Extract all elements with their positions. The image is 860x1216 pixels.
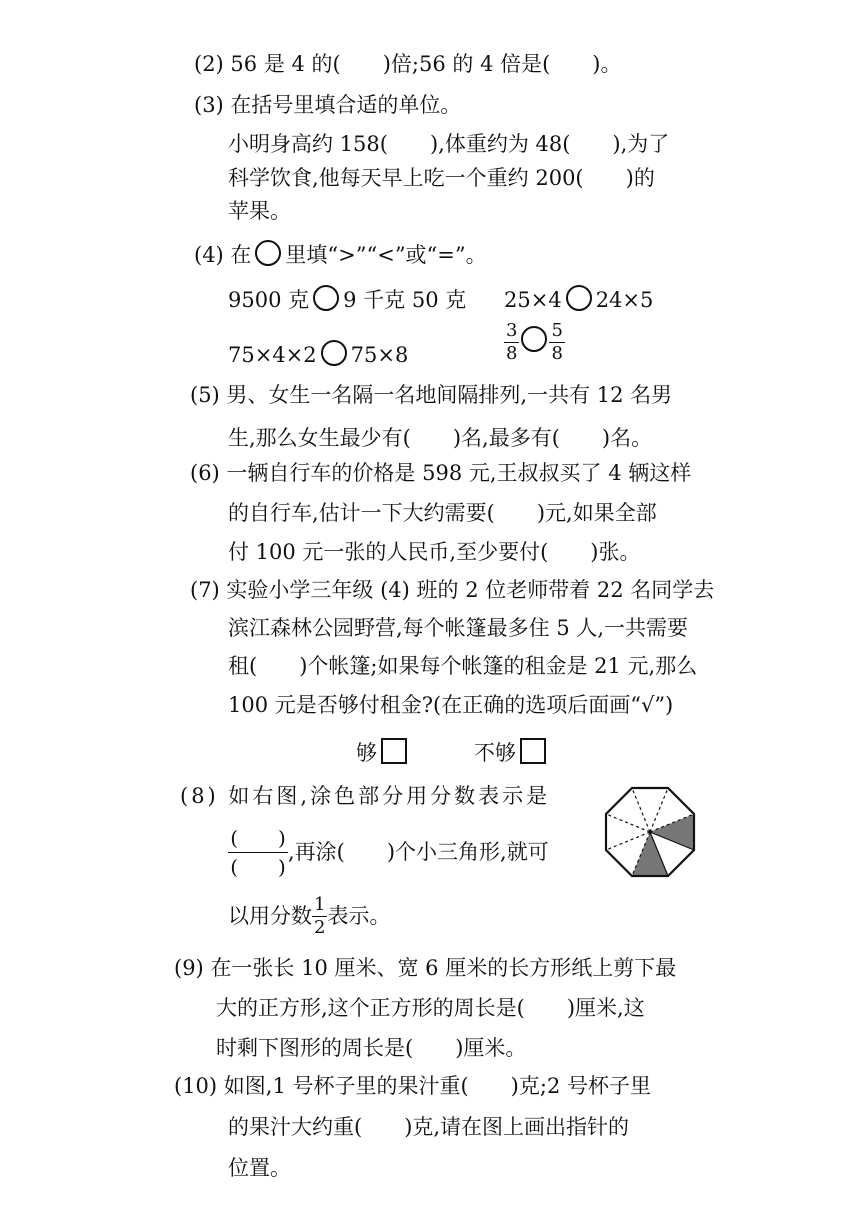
question-5-line-2: 生,那么女生最少有( )名,最多有( )名。 <box>228 426 653 450</box>
question-10-line-2: 的果汁大约重( )克,请在图上画出指针的 <box>228 1115 630 1139</box>
question-4-stem-b: 里填“>”“<”或“=”。 <box>285 243 487 267</box>
question-8-line-3a: 以用分数 <box>228 904 312 928</box>
question-5-line-1: (5) 男、女生一名隔一名地间隔排列,一共有 12 名男 <box>190 383 673 407</box>
fraction-numerator: 5 <box>551 320 563 341</box>
blank-fraction[interactable] <box>228 826 288 879</box>
question-3-line-2: 科学饮食,他每天早上吃一个重约 200( )的 <box>228 166 655 190</box>
question-3-line-1: 小明身高约 158( ),体重约为 48( ),为了 <box>228 132 670 156</box>
compare-circle-icon[interactable] <box>321 340 347 366</box>
compare-1 <box>228 285 466 311</box>
compare-3-right: 75×8 <box>350 343 409 367</box>
option-enough-label: 够 <box>356 741 377 765</box>
fraction <box>549 322 564 363</box>
question-3-line-3: 苹果。 <box>228 199 291 223</box>
question-7-line-2: 滨江森林公园野营,每个帐篷最多住 5 人,一共需要 <box>228 616 689 640</box>
blank-denominator: ( ) <box>230 855 286 879</box>
option-not-enough-label: 不够 <box>474 741 516 765</box>
question-3-stem: (3) 在括号里填合适的单位。 <box>194 93 462 117</box>
question-8-line-3 <box>228 896 390 937</box>
compare-1-right: 9 千克 50 克 <box>343 288 467 312</box>
question-2: (2) 56 是 4 的( )倍;56 的 4 倍是( )。 <box>194 52 622 76</box>
question-8-line-3b: 表示。 <box>327 904 391 928</box>
question-8-line-2 <box>228 826 549 879</box>
compare-2 <box>504 285 653 311</box>
fraction <box>504 322 519 363</box>
shaded-triangle <box>632 832 668 876</box>
compare-3 <box>228 340 408 366</box>
compare-1-left: 9500 克 <box>228 288 310 312</box>
question-4-stem-a: (4) 在 <box>194 243 252 267</box>
fraction-numerator: 1 <box>314 894 326 915</box>
option-enough <box>356 738 407 764</box>
question-8-line-2-text: ,再涂( )个小三角形,就可 <box>288 840 549 864</box>
question-9-line-2: 大的正方形,这个正方形的周长是( )厘米,这 <box>216 996 645 1020</box>
question-10-line-3: 位置。 <box>228 1156 291 1180</box>
question-8-line-1: (8) 如右图,涂色部分用分数表示是 <box>180 784 551 808</box>
compare-3-left: 75×4×2 <box>228 343 317 367</box>
compare-2-right: 24×5 <box>595 288 654 312</box>
question-6-line-3: 付 100 元一张的人民币,至少要付( )张。 <box>228 540 641 564</box>
fraction-numerator: 3 <box>506 320 518 341</box>
compare-circle-icon[interactable] <box>521 326 547 352</box>
checkbox-not-enough[interactable] <box>520 738 546 764</box>
compare-4 <box>504 322 565 363</box>
question-9-line-1: (9) 在一张长 10 厘米、宽 6 厘米的长方形纸上剪下最 <box>174 956 677 980</box>
shaded-triangle <box>650 814 694 850</box>
blank-numerator: ( ) <box>230 826 286 850</box>
circle-icon <box>255 240 281 266</box>
question-4-stem <box>194 240 487 266</box>
question-7-line-3: 租( )个帐篷;如果每个帐篷的租金是 21 元,那么 <box>228 654 698 678</box>
fraction-denominator: 2 <box>314 917 326 938</box>
question-6-line-2: 的自行车,估计一下大约需要( )元,如果全部 <box>228 501 657 525</box>
fraction-half <box>312 896 327 937</box>
question-7-line-1: (7) 实验小学三年级 (4) 班的 2 位老师带着 22 名同学去 <box>190 578 715 602</box>
question-7-line-4: 100 元是否够付租金?(在正确的选项后面画“√”) <box>228 693 674 717</box>
fraction-denominator: 8 <box>506 343 518 364</box>
checkbox-enough[interactable] <box>381 738 407 764</box>
shaded-octagon-figure <box>600 782 700 882</box>
option-not-enough <box>474 738 546 764</box>
compare-2-left: 25×4 <box>504 288 562 312</box>
fraction-denominator: 8 <box>551 343 563 364</box>
compare-circle-icon[interactable] <box>566 285 592 311</box>
question-6-line-1: (6) 一辆自行车的价格是 598 元,王叔叔买了 4 辆这样 <box>190 461 692 485</box>
compare-circle-icon[interactable] <box>313 285 339 311</box>
question-9-line-3: 时剩下图形的周长是( )厘米。 <box>216 1036 527 1060</box>
question-10-line-1: (10) 如图,1 号杯子里的果汁重( )克;2 号杯子里 <box>174 1074 651 1098</box>
